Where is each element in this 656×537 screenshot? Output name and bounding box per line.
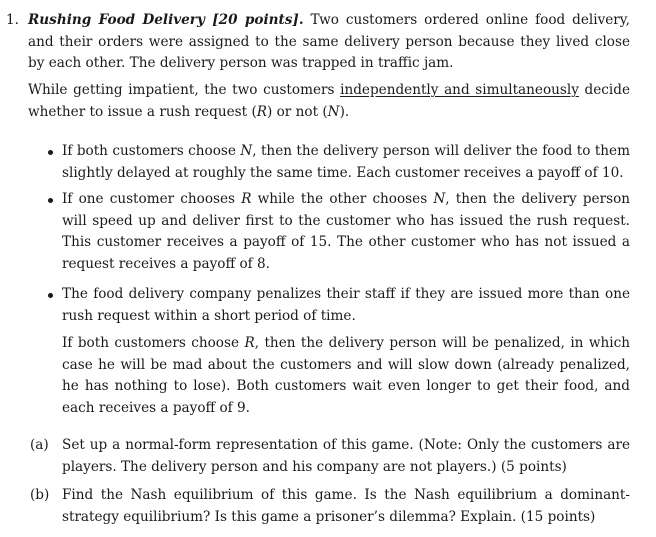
para2-text-b: decide whether to issue a rush request ( bbox=[28, 82, 630, 120]
bullet-item-1 bbox=[62, 141, 630, 184]
problem-number: 1. bbox=[6, 12, 19, 28]
bullet1-text-a: If both customers choose bbox=[62, 143, 241, 159]
bullet-dot-3 bbox=[48, 293, 53, 298]
bullet-item-2 bbox=[62, 189, 630, 275]
bullet2-text-b: while the other chooses bbox=[251, 191, 434, 207]
bullet-item-3-continuation bbox=[62, 333, 630, 419]
symbol-r: R bbox=[256, 103, 267, 120]
bullet1-text-b: , then the delivery person will deliver the food to them slightly delayed at roughly the same time. Each customer receives a payoff of 10. bbox=[62, 143, 630, 181]
part-b-text: Find the Nash equilibrium of this game. Is the Nash equilibrium a dominant-strategy equilibrium? Is this game a prisoner’s dilemma? Explain. (15 points) bbox=[62, 487, 630, 525]
part-b-label: (b) bbox=[30, 487, 50, 503]
symbol-n: N bbox=[433, 191, 446, 207]
bullet-dot-2 bbox=[48, 198, 53, 203]
decision-paragraph bbox=[28, 80, 630, 123]
bullet3-text: The food delivery company penalizes their staff if they are issued more than one rush request within a short period of time. bbox=[62, 286, 630, 324]
bullet3-cont-text-a: If both customers choose bbox=[62, 335, 245, 351]
symbol-n: N bbox=[327, 103, 340, 120]
problem-intro bbox=[28, 10, 630, 75]
bullet-item-3 bbox=[62, 284, 630, 327]
bullet-dot-1 bbox=[48, 150, 53, 155]
part-a-text: Set up a normal-form representation of this game. (Note: Only the customers are players. The delivery person and his company are not players.) (5 points) bbox=[62, 437, 630, 475]
bullet3-cont-text-b: , then the delivery person will be penalized, in which case he will be mad about the customers and will slow down (already penalized, he has nothing to lose). Both customers wait even longer to get their food, and each receives a payoff of 9. bbox=[62, 335, 630, 416]
para2-text-d: ). bbox=[339, 103, 350, 120]
bullet2-text-c: , then the delivery person will speed up and deliver first to the customer who has issued the rush request. This customer receives a payoff of 15. The other customer who has not issued a request receives a payoff of 8. bbox=[62, 191, 631, 272]
emphasis-independently: independently and simultaneously bbox=[340, 82, 579, 98]
para2-text-c: ) or not ( bbox=[267, 103, 328, 120]
para2-text-a: While getting impatient, the two customers bbox=[28, 82, 341, 98]
symbol-r: R bbox=[244, 335, 255, 351]
symbol-n: N bbox=[240, 143, 253, 159]
problem-title: Rushing Food Delivery [20 points]. bbox=[28, 12, 304, 28]
part-a-label: (a) bbox=[30, 437, 49, 453]
intro-text: Two customers ordered online food delivery, and their orders were assigned to the same delivery person because they lived close by each other. The delivery person was trapped in traffic jam. bbox=[28, 12, 630, 72]
symbol-r: R bbox=[241, 191, 252, 207]
bullet2-text-a: If one customer chooses bbox=[62, 191, 242, 207]
